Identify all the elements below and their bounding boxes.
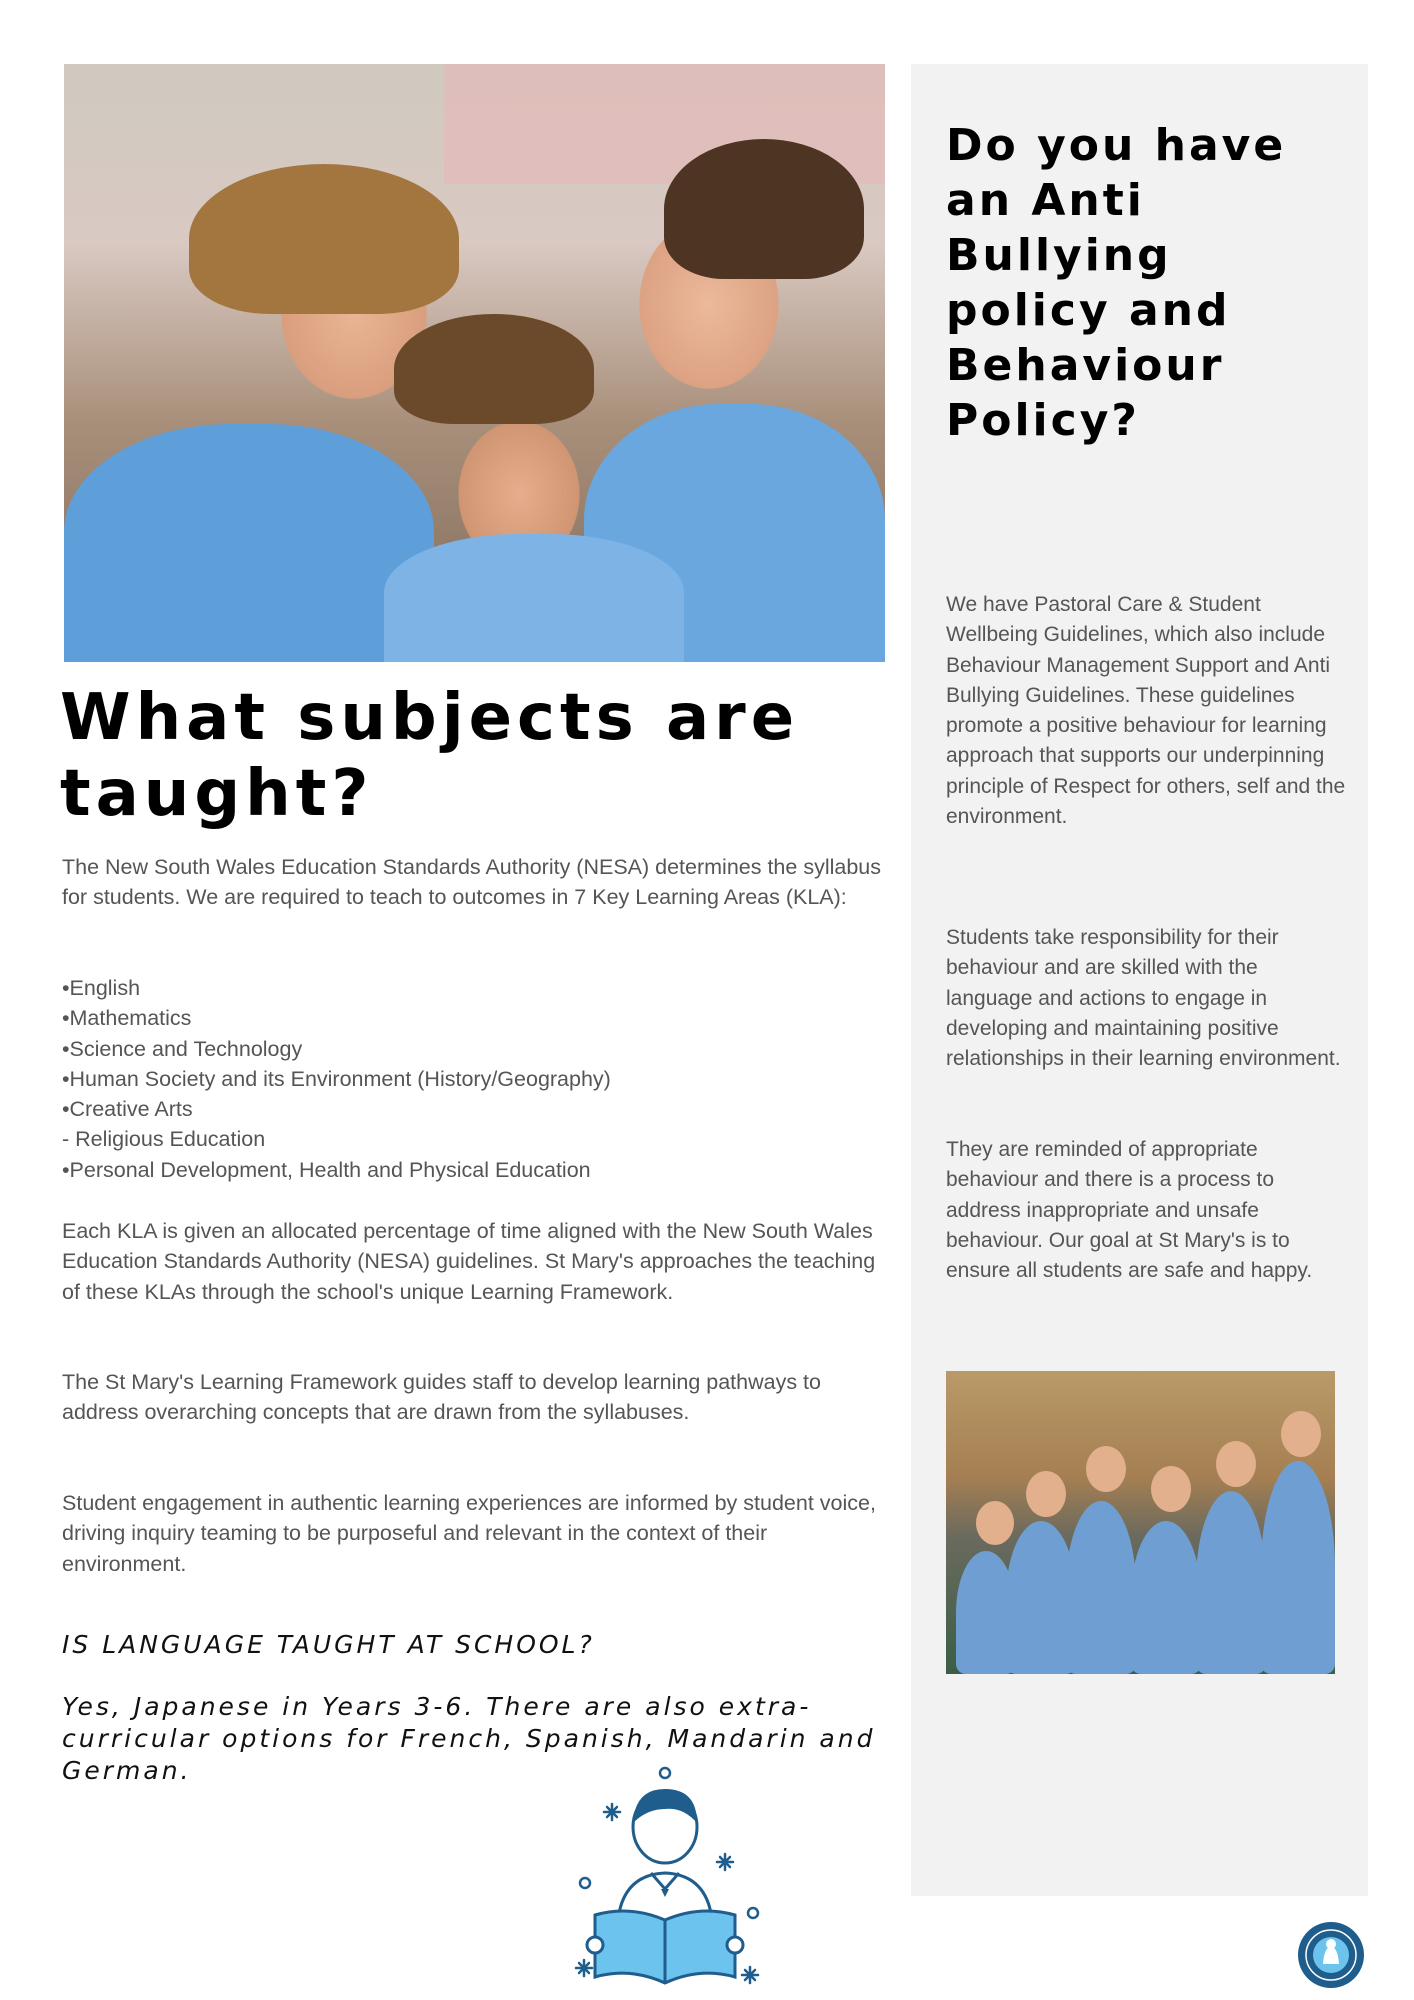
language-answer: Yes, Japanese in Years 3-6. There are also extra-curricular options for French, Spanish, Mandarin and German. <box>62 1692 876 1785</box>
student-figure <box>1261 1461 1335 1674</box>
student-figure <box>1131 1521 1201 1674</box>
students-heart-hands-photo <box>946 1371 1335 1674</box>
sidebar-heading: Do you have an Anti Bullying policy and Behaviour Policy? <box>946 120 1287 446</box>
framework-paragraph: The St Mary's Learning Framework guides staff to develop learning pathways to address overarching concepts that are drawn from the syllabuses. <box>62 1370 821 1425</box>
list-item: •English <box>62 976 141 1000</box>
list-item: •Mathematics <box>62 1006 192 1031</box>
student-hair <box>394 314 594 424</box>
students-photo <box>64 64 885 662</box>
list-item: •Personal Development, Health and Physical Education <box>62 1157 591 1182</box>
sidebar-paragraph-behaviour: They are reminded of appropriate behaviour and there is a process to address inappropriate and unsafe behaviour. Our goal at St Mary's is to ensure all students are safe and happy. <box>946 1138 1313 1283</box>
student-face <box>1026 1471 1066 1517</box>
student-face <box>1151 1466 1191 1512</box>
student-face <box>1281 1411 1321 1457</box>
student-hair <box>664 139 864 279</box>
student-face <box>976 1501 1014 1545</box>
language-question: IS LANGUAGE TAUGHT AT SCHOOL? <box>62 1630 595 1659</box>
page-title: What subjects are taught? <box>60 681 800 831</box>
list-item: - Religious Education <box>62 1127 266 1152</box>
student-figure <box>1196 1491 1266 1674</box>
student-face <box>1086 1446 1126 1492</box>
intro-paragraph: The New South Wales Education Standards Authority (NESA) determines the syllabus for students. We are required to teach to outcomes in 7 Key Learning Areas (KLA): <box>62 855 881 910</box>
list-item: •Human Society and its Environment (History/Geography) <box>62 1066 611 1091</box>
student-figure <box>1066 1501 1136 1674</box>
list-item: •Science and Technology <box>62 1036 303 1061</box>
student-shirt <box>384 534 684 662</box>
student-hair <box>189 164 459 314</box>
student-shirt <box>64 424 434 662</box>
list-item: •Creative Arts <box>62 1097 193 1122</box>
subjects-list <box>62 973 892 1185</box>
engagement-paragraph: Student engagement in authentic learning experiences are informed by student voice, driving inquiry teaming to be purposeful and relevant in the context of their environment. <box>62 1491 876 1576</box>
sidebar-paragraph-wellbeing: We have Pastoral Care & Student Wellbeing Guidelines, which also include Behaviour Management Support and Anti Bullying Guidelines. These guidelines promote a positive behaviour for learning approach that supports our underpinning principle of Respect for others, self and the environment. <box>946 593 1346 829</box>
sidebar-paragraph-responsibility: Students take responsibility for their behaviour and are skilled with the language and actions to engage in developing and maintaining positive relationships in their learning environment. <box>946 926 1341 1071</box>
student-face <box>1216 1441 1256 1487</box>
kla-paragraph: Each KLA is given an allocated percentage of time aligned with the New South Wales Education Standards Authority (NESA) guidelines. St Mary's approaches the teaching of these KLAs through the school's unique Learning Framework. <box>62 1219 876 1304</box>
school-logo-icon <box>1296 1920 1366 1990</box>
reading-student-icon <box>565 1765 765 1990</box>
